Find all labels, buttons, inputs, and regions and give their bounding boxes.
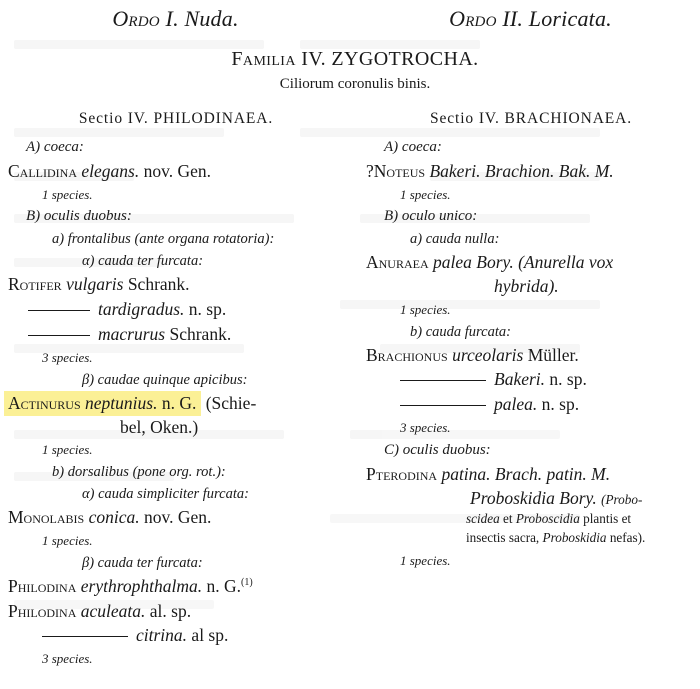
species-count-1: 1 species. [42, 186, 93, 202]
rotifer-genus: Rotifer [8, 274, 62, 295]
pterodina-species: patina. [441, 463, 491, 484]
species-count-r4: 1 species. [400, 552, 451, 568]
group-c-oculis-duobus [366, 439, 696, 462]
pterodina-genus: Pterodina [366, 463, 438, 484]
proboskidia-note-3b: Proboskidia [542, 529, 607, 545]
taxon-monolabis-conica [8, 505, 344, 530]
proboskidia-note-2a: scidea [466, 511, 500, 527]
species-count-r1: 1 species. [400, 186, 451, 202]
group-b-dorsalibus-label: b) dorsalibus (pone org. rot.): [52, 464, 226, 481]
taxon-brachionus-bakeri [366, 367, 696, 392]
proboskidia-note-3a: insectis sacra, [466, 529, 540, 545]
group-b-oculis-left-label: B) oculis duobus: [26, 208, 132, 225]
philodina2-authority: al. sp. [149, 600, 192, 621]
bakeri-species: Bakeri. [494, 369, 546, 390]
genus-repeat-rule-icon [400, 380, 486, 381]
group-b-oculo-unico-label: B) oculo unico: [384, 208, 478, 225]
bakeri-authority: n. sp. [549, 369, 587, 390]
group-a-cauda-nulla-label: a) cauda nulla: [410, 231, 500, 248]
monolabis-authority: nov. Gen. [144, 507, 212, 528]
species-count-r3: 3 species. [400, 420, 451, 436]
genus-repeat-rule-icon [28, 310, 90, 311]
group-b-cauda-furcata-label: b) cauda furcata: [410, 323, 511, 340]
familia-subtitle: Ciliorum coronulis binis. [279, 76, 431, 92]
group-alpha-simpliciter [8, 483, 344, 505]
proboskidia-note-3c: nefas). [609, 529, 646, 545]
group-beta-caudae-quinque [8, 369, 344, 391]
proboskidia-note-open: (Probo- [601, 491, 643, 507]
group-alpha-cauda-ter-label: α) cauda ter furcata: [82, 253, 204, 270]
taxon-brachionus-palea [366, 392, 696, 417]
callidina-genus: Callidina [8, 160, 77, 181]
group-b-cauda-furcata [366, 321, 696, 343]
ordo-left [0, 6, 345, 32]
taxon-actinurus-note-continued: bel, Oken.) [120, 416, 199, 437]
palea-species: palea. [494, 394, 538, 415]
ordo-left-name: I. Nuda. [165, 6, 239, 31]
actinurus-note-open: (Schie- [205, 392, 257, 413]
palea-authority: n. sp. [541, 394, 580, 415]
taxon-philodina-aculeata [8, 599, 344, 624]
taxon-pterodina-patina [366, 462, 696, 487]
taxon-philodina-citrina [8, 623, 344, 648]
actinurus-genus: Actinurus [8, 392, 81, 413]
taxon-rotifer-vulgaris [8, 272, 344, 297]
callidina-authority: nov. Gen. [143, 160, 211, 181]
group-beta-caudae-quinque-label: β) caudae quinque apicibus: [82, 371, 248, 388]
group-a-coeca-left-label: A) coeca: [26, 139, 84, 155]
proboskidia-note-line-3 [366, 529, 696, 548]
footnote-marker: (1) [241, 576, 253, 588]
actinurus-species: neptunius. [85, 392, 158, 413]
actinurus-authority: n. G. [161, 392, 197, 413]
species-count-2: 3 species. [42, 349, 93, 365]
taxon-anuraea-note-continued: hybrida). [494, 276, 559, 297]
taxon-brachionus-urceolaris [366, 343, 696, 368]
pterodina-authority: Brach. patin. M. [494, 463, 611, 484]
noteus-genus: Noteus [373, 160, 426, 181]
brachionus-authority: Müller. [527, 344, 579, 365]
taxon-anuraea-palea [366, 250, 696, 275]
group-a-coeca-left [8, 136, 344, 159]
brachionus-genus: Brachionus [366, 344, 448, 365]
ordo-right [345, 6, 700, 32]
taxon-philodina-erythrophthalma [8, 574, 344, 599]
genus-repeat-rule-icon [400, 405, 486, 406]
group-alpha-cauda-ter [8, 250, 344, 272]
species-count-r2: 1 species. [400, 301, 451, 317]
two-column-body [0, 110, 700, 670]
philodina1-authority: n. G. [206, 575, 242, 596]
monolabis-species: conica. [88, 507, 140, 528]
column-philodinaea [0, 110, 350, 670]
column-brachionaea [350, 110, 700, 670]
philodina1-species: erythrophthalma. [80, 575, 203, 596]
macrurus-species: macrurus [98, 324, 166, 345]
taxon-noteus-bakeri [366, 159, 696, 184]
brachionus-species: urceolaris [452, 344, 524, 365]
taxon-rotifer-macrurus [8, 322, 344, 347]
callidina-species: elegans. [81, 160, 140, 181]
citrina-species: citrina. [136, 625, 188, 646]
group-a-frontalibus [8, 228, 344, 250]
genus-repeat-rule-icon [28, 335, 90, 336]
group-a-coeca-right [366, 136, 696, 159]
group-beta-cauda-ter [8, 552, 344, 574]
rotifer-authority: Schrank. [127, 274, 190, 295]
philodina2-genus: Philodina [8, 600, 77, 621]
noteus-species: Bakeri. [429, 160, 481, 181]
rotifer-species: vulgaris [66, 274, 124, 295]
taxon-rotifer-tardigradus [8, 297, 344, 322]
noteus-authority: Brachion. Bak. M. [484, 160, 614, 181]
monolabis-genus: Monolabis [8, 507, 85, 528]
proboskidia-note-line-2 [366, 510, 696, 529]
sectio-heading-right: Sectio IV. BRACHIONAEA. [429, 110, 633, 127]
anuraea-species: palea Bory. [433, 252, 514, 273]
group-b-dorsalibus [8, 461, 344, 483]
proboskidia-note-2d: plantis et [583, 511, 632, 527]
tardigradus-species: tardigradus. [98, 299, 185, 320]
proboskidia-note-2c: Proboscidia [515, 511, 580, 527]
species-count-4: 1 species. [42, 532, 93, 548]
ordo-right-name: II. Loricata. [502, 6, 612, 31]
tardigradus-authority: n. sp. [188, 299, 227, 320]
sectio-heading-left: Sectio IV. PHILODINAEA. [78, 110, 274, 127]
anuraea-genus: Anuraea [366, 252, 429, 273]
genus-repeat-rule-icon [42, 636, 128, 637]
species-count-5: 3 species. [42, 651, 93, 667]
group-a-coeca-right-label: A) coeca: [384, 139, 442, 155]
proboskidia-species: Proboskidia Bory. [470, 487, 597, 508]
proboskidia-note-2b: et [503, 511, 513, 527]
ordo-right-label: Ordo [449, 6, 497, 31]
taxon-actinurus-neptunius [8, 391, 344, 416]
highlight-actinurus [4, 391, 201, 416]
noteus-uncertainty-prefix: ? [366, 160, 374, 181]
macrurus-authority: Schrank. [169, 324, 232, 345]
group-beta-cauda-ter-label: β) cauda ter furcata: [82, 554, 203, 571]
philodina1-genus: Philodina [8, 575, 77, 596]
anuraea-note-open: (Anurella vox [518, 252, 614, 273]
group-a-frontalibus-label: a) frontalibus (ante organa rotatoria): [52, 231, 275, 248]
taxon-pterodina-proboskidia [366, 487, 696, 511]
group-alpha-simpliciter-label: α) cauda simpliciter furcata: [82, 486, 249, 503]
ordo-left-label: Ordo [112, 6, 160, 31]
familia-heading [0, 48, 700, 71]
taxon-callidina-elegans [8, 159, 344, 184]
citrina-authority: al sp. [191, 625, 229, 646]
ordo-heading-row [0, 0, 700, 32]
familia-label: Familia [231, 48, 296, 70]
species-count-3: 1 species. [42, 442, 93, 458]
group-c-oculis-duobus-label: C) oculis duobus: [384, 441, 491, 458]
familia-name: IV. ZYGOTROCHA. [301, 48, 479, 70]
group-b-oculis-left [8, 205, 344, 228]
group-a-cauda-nulla [366, 228, 696, 250]
philodina2-species: aculeata. [80, 600, 146, 621]
group-b-oculo-unico [366, 205, 696, 228]
